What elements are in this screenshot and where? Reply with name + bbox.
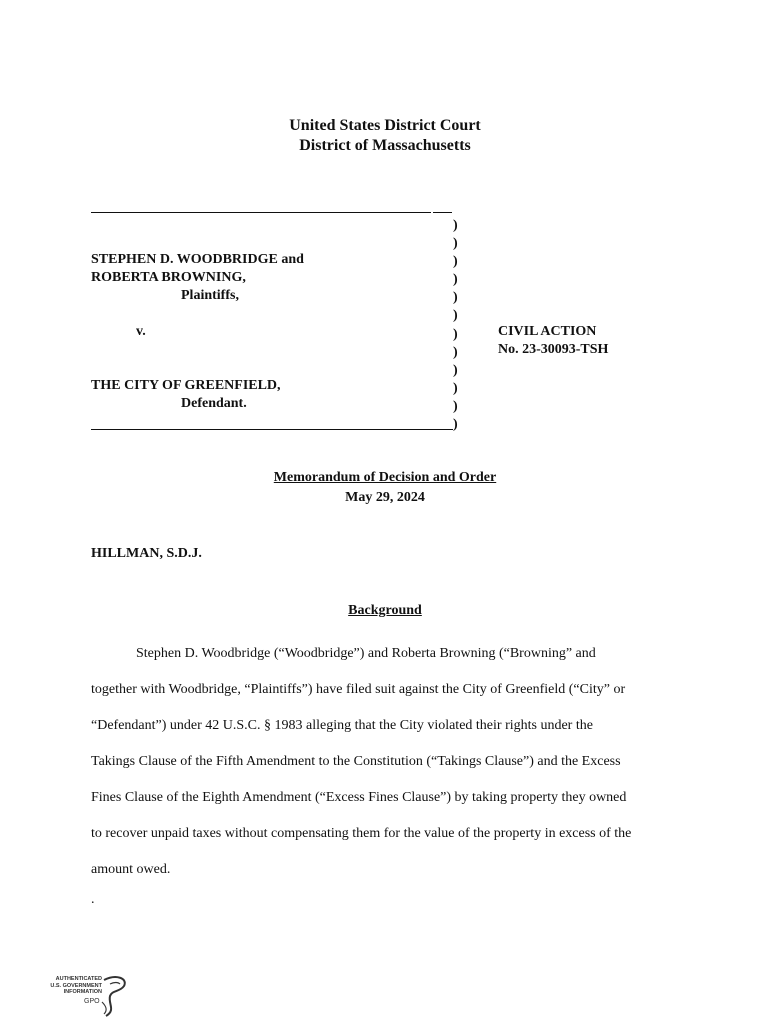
eagle-icon bbox=[44, 972, 130, 1018]
court-district: District of Massachusetts bbox=[299, 137, 471, 154]
body-line: together with Woodbridge, “Plaintiffs”) have filed suit against the City of Greenfield (“City” or bbox=[91, 682, 626, 697]
defendant-name: THE CITY OF GREENFIELD, bbox=[91, 378, 281, 393]
paren: ) bbox=[453, 344, 458, 360]
body-line: to recover unpaid taxes without compensating them for the value of the property in excess of the bbox=[91, 826, 632, 841]
paren: ) bbox=[453, 362, 458, 378]
paren: ) bbox=[453, 380, 458, 396]
memo-title: Memorandum of Decision and Order bbox=[273, 470, 497, 485]
body-line: Stephen D. Woodbridge (“Woodbridge”) and Roberta Browning (“Browning” and bbox=[136, 646, 596, 661]
defendant-role: Defendant. bbox=[181, 396, 247, 411]
caption-top-rule-end bbox=[433, 212, 452, 213]
caption-bottom-rule bbox=[91, 429, 453, 430]
civil-action-label: CIVIL ACTION bbox=[498, 324, 597, 339]
paren: ) bbox=[453, 236, 458, 252]
trailing-dot: . bbox=[91, 892, 95, 907]
plaintiff-name-line1: STEPHEN D. WOODBRIDGE and bbox=[91, 252, 304, 267]
paren: ) bbox=[453, 417, 458, 433]
body-paragraph bbox=[91, 636, 681, 888]
body-line: amount owed. bbox=[91, 862, 171, 877]
paren: ) bbox=[453, 272, 458, 288]
body-line: “Defendant”) under 42 U.S.C. § 1983 alleging that the City violated their rights under the bbox=[91, 718, 593, 733]
body-line: Takings Clause of the Fifth Amendment to the Constitution (“Takings Clause”) and the Excess bbox=[91, 754, 621, 769]
gpo-authentication-seal bbox=[44, 972, 130, 1018]
plaintiff-role: Plaintiffs, bbox=[181, 288, 239, 303]
paren: ) bbox=[453, 326, 458, 342]
memo-heading bbox=[0, 468, 770, 508]
gpo-mark: GPO bbox=[84, 998, 100, 1005]
paren: ) bbox=[453, 254, 458, 270]
memo-date: May 29, 2024 bbox=[345, 490, 425, 505]
gpo-seal-line: U.S. GOVERNMENT bbox=[50, 982, 102, 989]
gpo-seal-line: INFORMATION bbox=[63, 989, 102, 995]
paren: ) bbox=[453, 218, 458, 233]
gpo-seal-line: AUTHENTICATED bbox=[55, 976, 102, 982]
judge-name: HILLMAN, S.D.J. bbox=[91, 546, 202, 561]
case-number: No. 23-30093-TSH bbox=[498, 342, 609, 357]
versus-label: v. bbox=[136, 324, 146, 339]
caption-paren-column bbox=[453, 217, 458, 434]
paren: ) bbox=[453, 398, 458, 414]
civil-action-block bbox=[498, 323, 608, 359]
paren: ) bbox=[453, 308, 458, 324]
paren: ) bbox=[453, 290, 458, 306]
caption-top-rule bbox=[91, 212, 431, 213]
plaintiff-name-line2: ROBERTA BROWNING, bbox=[91, 270, 246, 285]
section-heading: Background bbox=[348, 603, 422, 618]
body-line: Fines Clause of the Eighth Amendment (“Excess Fines Clause”) by taking property they owned bbox=[91, 790, 627, 805]
court-heading bbox=[0, 116, 770, 156]
court-name: United States District Court bbox=[289, 117, 481, 134]
